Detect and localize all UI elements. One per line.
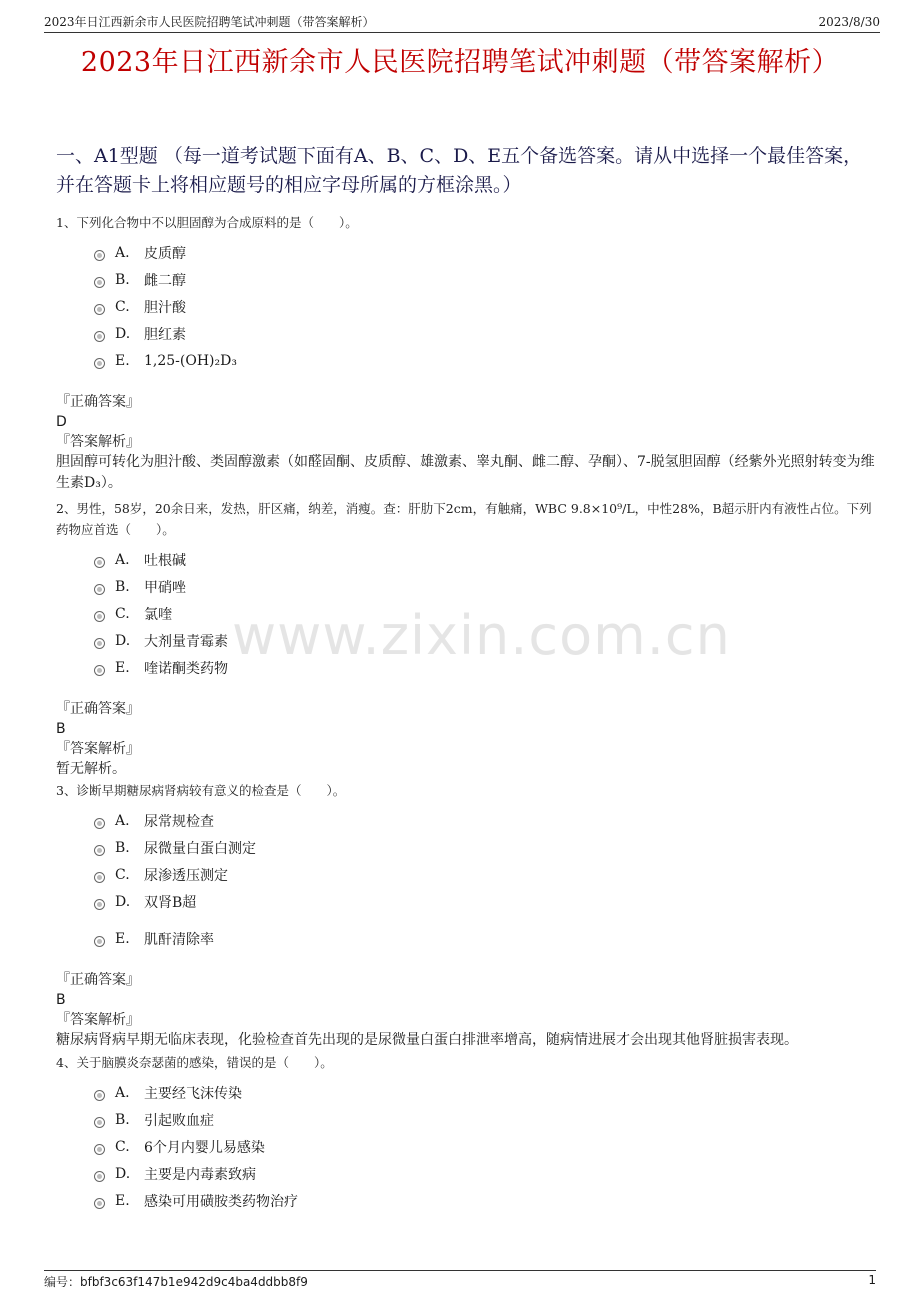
explanation-label: 『答案解析』 <box>56 434 140 450</box>
correct-answer-value: B <box>56 992 66 1008</box>
option-b[interactable]: B. 引起败血症 <box>56 1106 876 1133</box>
page-number: 1 <box>868 1273 876 1287</box>
question-stem: 2、男性，58岁，20余日来，发热，肝区痛，纳差，消瘦。查：肝肋下2cm，有触痛，WBC 9.8×10⁹/L，中性28%，B超示肝内有液性占位。下列药物应首选（ ）。 <box>56 501 872 537</box>
option-list <box>56 239 876 374</box>
option-a[interactable]: A. 主要经飞沫传染 <box>56 1079 876 1106</box>
page-header <box>44 10 880 33</box>
explanation-label: 『答案解析』 <box>56 741 140 757</box>
radio-icon[interactable] <box>94 358 105 369</box>
header-date: 2023/8/30 <box>818 15 880 29</box>
option-e[interactable]: E. 1,25-(OH)₂D₃ <box>56 347 876 374</box>
question-stem: 3、诊断早期糖尿病肾病较有意义的检查是（ ）。 <box>56 783 346 798</box>
document-title: 2023年日江西新余市人民医院招聘笔试冲刺题（带答案解析） <box>80 47 840 78</box>
answer-block <box>56 392 876 494</box>
option-a[interactable]: A. 尿常规检查 <box>56 807 876 834</box>
radio-icon[interactable] <box>94 304 105 315</box>
radio-icon[interactable] <box>94 899 105 910</box>
option-list <box>56 807 876 952</box>
header-doc-name: 2023年日江西新余市人民医院招聘笔试冲刺题（带答案解析） <box>44 15 375 29</box>
option-d[interactable]: D. 胆红素 <box>56 320 876 347</box>
answer-block <box>56 970 876 1051</box>
radio-icon[interactable] <box>94 1090 105 1101</box>
watermark: www.zixin.com.cn <box>232 604 731 667</box>
radio-icon[interactable] <box>94 845 105 856</box>
radio-icon[interactable] <box>94 1117 105 1128</box>
option-e[interactable]: E. 肌酐清除率 <box>56 925 876 952</box>
explanation-text: 暂无解析。 <box>56 761 126 777</box>
option-d[interactable]: D. 大剂量青霉素 <box>56 627 876 654</box>
radio-icon[interactable] <box>94 936 105 947</box>
correct-answer-label: 『正确答案』 <box>56 972 140 988</box>
correct-answer-value: D <box>56 414 67 430</box>
page-footer <box>44 1270 876 1291</box>
option-d[interactable]: D. 双肾B超 <box>56 888 876 915</box>
document-code: 编号：bfbf3c63f147b1e942d9c4ba4ddbb8f9 <box>44 1275 308 1289</box>
option-c[interactable]: C. 6个月内婴儿易感染 <box>56 1133 876 1160</box>
radio-icon[interactable] <box>94 1198 105 1209</box>
radio-icon[interactable] <box>94 638 105 649</box>
option-c[interactable]: C. 氯喹 <box>56 600 876 627</box>
radio-icon[interactable] <box>94 665 105 676</box>
option-a[interactable]: A. 吐根碱 <box>56 546 876 573</box>
radio-icon[interactable] <box>94 1171 105 1182</box>
option-b[interactable]: B. 尿微量白蛋白测定 <box>56 834 876 861</box>
explanation-label: 『答案解析』 <box>56 1012 140 1028</box>
option-b[interactable]: B. 甲硝唑 <box>56 573 876 600</box>
radio-icon[interactable] <box>94 584 105 595</box>
section-heading: 一、A1型题 （每一道考试题下面有A、B、C、D、E五个备选答案。请从中选择一个最佳答案，并在答题卡上将相应题号的相应字母所属的方框涂黑。） <box>56 145 863 196</box>
radio-icon[interactable] <box>94 611 105 622</box>
radio-icon[interactable] <box>94 872 105 883</box>
question-1 <box>56 212 876 494</box>
answer-block <box>56 699 876 780</box>
correct-answer-label: 『正确答案』 <box>56 394 140 410</box>
option-c[interactable]: C. 尿渗透压测定 <box>56 861 876 888</box>
radio-icon[interactable] <box>94 557 105 568</box>
radio-icon[interactable] <box>94 331 105 342</box>
radio-icon[interactable] <box>94 250 105 261</box>
explanation-text: 胆固醇可转化为胆汁酸、类固醇激素（如醛固酮、皮质醇、雄激素、睾丸酮、雌二醇、孕酮）、7-脱氢胆固醇（经紫外光照射转变为维生素D₃）。 <box>56 454 875 491</box>
radio-icon[interactable] <box>94 1144 105 1155</box>
option-b[interactable]: B. 雌二醇 <box>56 266 876 293</box>
option-e[interactable]: E. 感染可用磺胺类药物治疗 <box>56 1187 876 1214</box>
radio-icon[interactable] <box>94 818 105 829</box>
option-a[interactable]: A. 皮质醇 <box>56 239 876 266</box>
explanation-text: 糖尿病肾病早期无临床表现，化验检查首先出现的是尿微量白蛋白排泄率增高，随病情进展才会出现其他肾脏损害表现。 <box>56 1032 798 1048</box>
option-c[interactable]: C. 胆汁酸 <box>56 293 876 320</box>
option-list <box>56 1079 876 1214</box>
option-e[interactable]: E. 喹诺酮类药物 <box>56 654 876 681</box>
question-4 <box>56 1052 876 1214</box>
question-stem: 1、下列化合物中不以胆固醇为合成原料的是（ ）。 <box>56 215 358 230</box>
radio-icon[interactable] <box>94 277 105 288</box>
question-stem: 4、关于脑膜炎奈瑟菌的感染，错误的是（ ）。 <box>56 1055 333 1070</box>
option-d[interactable]: D. 主要是内毒素致病 <box>56 1160 876 1187</box>
question-3 <box>56 780 876 1051</box>
correct-answer-value: B <box>56 721 66 737</box>
correct-answer-label: 『正确答案』 <box>56 701 140 717</box>
